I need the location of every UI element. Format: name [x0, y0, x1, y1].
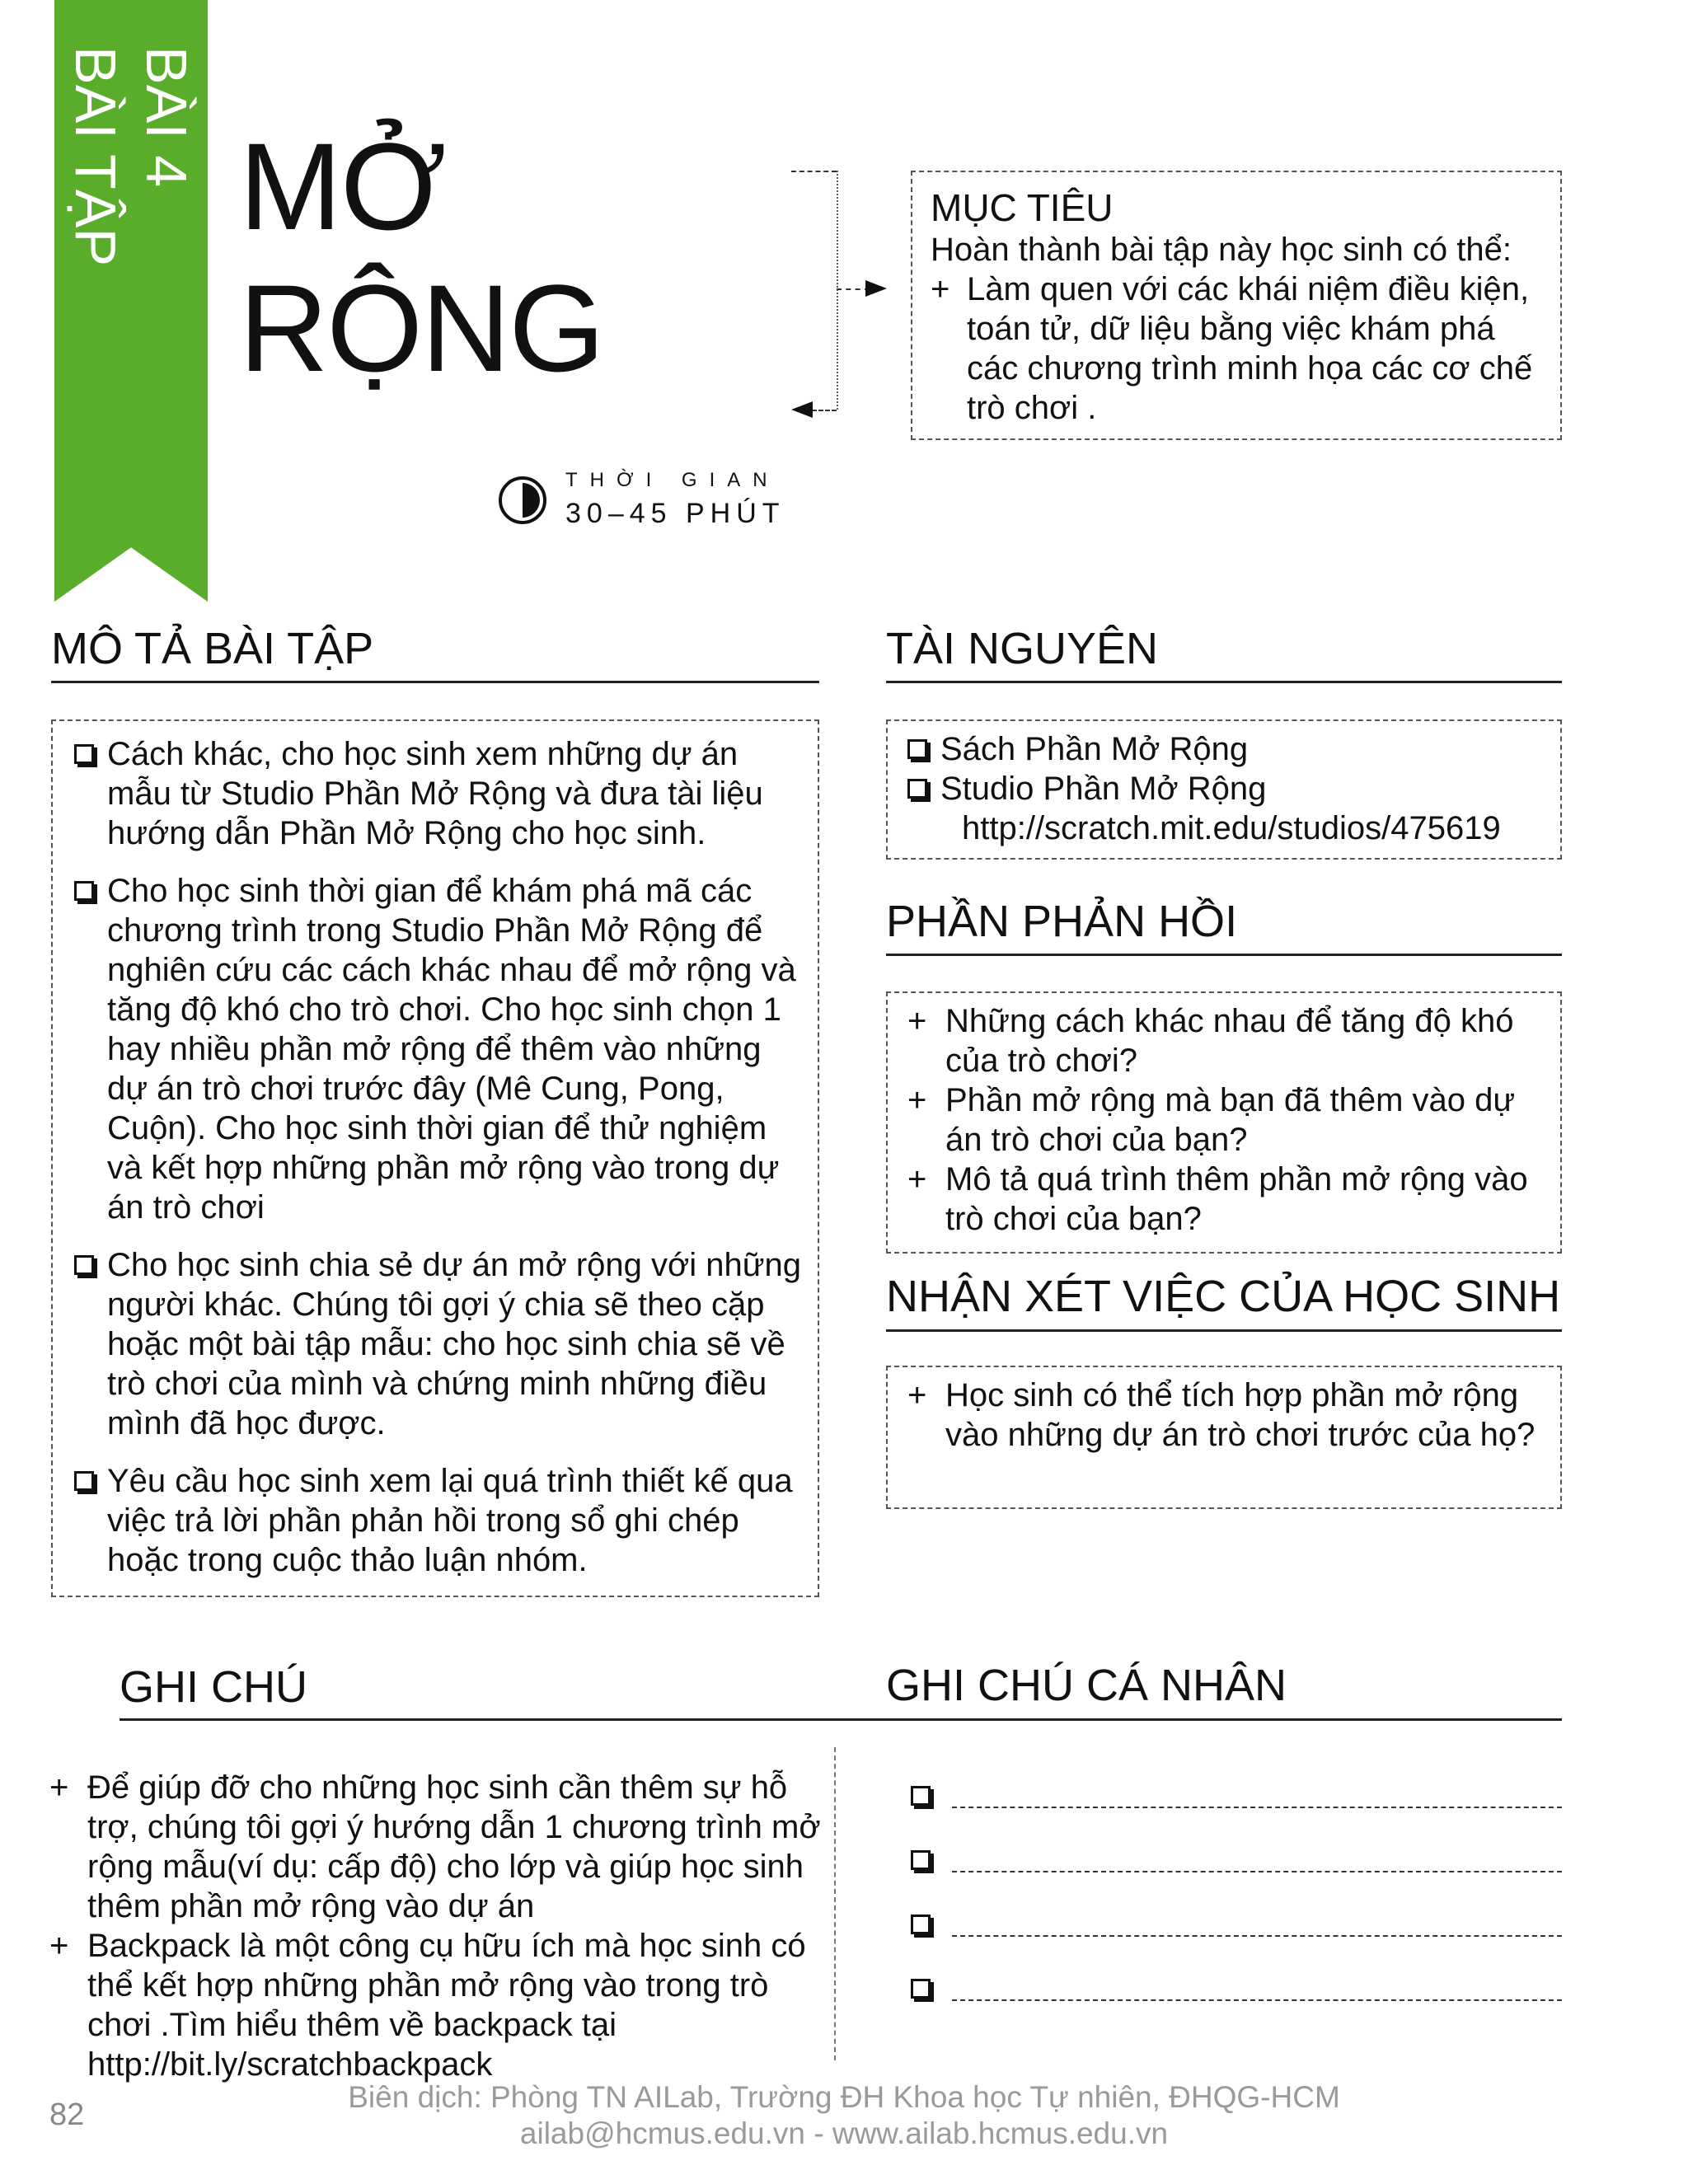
evaluation-item: + Học sinh có thể tích hợp phần mở rộng vào những dự án trò chơi trước của họ?: [907, 1377, 1536, 1453]
resources-heading: TÀI NGUYÊN: [886, 624, 1159, 673]
evaluation-heading: NHẬN XÉT VIỆC CỦA HỌC SINH: [886, 1272, 1561, 1321]
goal-intro: Hoàn thành bài tập này học sinh có thể:: [931, 232, 1512, 268]
personal-notes-heading: GHI CHÚ CÁ NHÂN: [886, 1661, 1287, 1710]
checkbox-icon: [74, 881, 94, 901]
footer: [0, 2079, 1688, 2152]
feedback-box: [886, 991, 1562, 1254]
description-item: Cho học sinh thời gian để khám phá mã các chương trình trong Studio Phần Mở Rộng để nghiên cứu các cách khác nhau để mở rộng và tăng độ khó cho trò chơi. Cho học sinh chọn 1 hay nhiều phần mở rộng để thêm vào những dự án trò chơi trước đây (Mê Cung, Pong, Cuộn). Cho học sinh thời gian để thử nghiệm và kết hợp những phần mở rộng vào trong dự án trò chơi: [74, 871, 801, 1227]
resources-rule: [886, 681, 1562, 683]
feedback-item: + Những cách khác nhau để tăng độ khó của trò chơi?: [907, 1003, 1514, 1079]
description-heading: MÔ TẢ BÀI TẬP: [51, 624, 374, 673]
feedback-item: + Phần mở rộng mà bạn đã thêm vào dự án trò chơi của bạn?: [907, 1082, 1516, 1158]
personal-note-line[interactable]: [911, 1892, 1562, 1957]
goal-heading: MỤC TIÊU: [931, 186, 1114, 229]
evaluation-box: [886, 1366, 1562, 1509]
page-number: 82: [49, 2097, 85, 2132]
goal-box: [911, 171, 1562, 440]
description-rule: [51, 681, 819, 683]
title-line-1: MỞ: [239, 117, 445, 255]
footer-contact: ailab@hcmus.edu.vn - www.ailab.hcmus.edu.vn: [519, 2116, 1169, 2150]
personal-notes-lines: [911, 1764, 1562, 2021]
arrow-left-icon: [790, 400, 813, 419]
personal-note-line[interactable]: [911, 1764, 1562, 1828]
footer-credit: Biên dịch: Phòng TN AILab, Trường ĐH Khoa học Tự nhiên, ĐHQG-HCM: [348, 2080, 1340, 2114]
checkbox-icon[interactable]: [911, 1915, 931, 1934]
checkbox-icon[interactable]: [911, 1979, 931, 1999]
checkbox-icon: [74, 744, 94, 764]
connector-right: [837, 288, 870, 290]
checkbox-icon: [907, 779, 927, 799]
time-label: THỜI GIAN: [565, 469, 780, 491]
connector-bottom: [812, 410, 837, 411]
description-item: Yêu cầu học sinh xem lại quá trình thiết kế qua việc trả lời phần phản hồi trong sổ ghi chép hoặc trong cuộc thảo luận nhóm.: [74, 1461, 801, 1580]
description-item: Cho học sinh chia sẻ dự án mở rộng với những người khác. Chúng tôi gợi ý chia sẽ theo cặp hoặc một bài tập mẫu: cho học sinh chia sẽ về trò chơi của mình và chứng minh những điều mình đã học được.: [74, 1245, 801, 1443]
goal-bullet-text: Làm quen với các khái niệm điều kiện, toán tử, dữ liệu bằng việc khám phá các chương trình minh họa các cơ chế trò chơi .: [967, 271, 1533, 426]
lesson-type: BÀI TẬP: [63, 46, 128, 267]
time-value: 30–45 PHÚT: [565, 498, 785, 529]
notes-rule: [120, 1718, 1562, 1721]
notes-divider: [834, 1747, 836, 2060]
resource-item: Sách Phần Mở Rộng: [907, 729, 1540, 769]
plus-marker: +: [931, 271, 950, 307]
personal-note-line[interactable]: [911, 1957, 1562, 2021]
checkbox-icon: [74, 1255, 94, 1275]
checkbox-icon: [74, 1471, 94, 1491]
personal-note-line[interactable]: [911, 1828, 1562, 1892]
notes-list: [49, 1768, 824, 2084]
title-line-2: RỘNG: [239, 259, 603, 397]
clock-icon: [497, 475, 548, 526]
evaluation-rule: [886, 1329, 1562, 1332]
lesson-ribbon-label: [54, 46, 208, 569]
checkbox-icon: [907, 739, 927, 759]
resource-item: Studio Phần Mở Rộng: [907, 769, 1540, 808]
connector-top: [791, 171, 837, 172]
arrow-right-icon: [865, 279, 889, 298]
feedback-item: + Mô tả quá trình thêm phần mở rộng vào trò chơi của bạn?: [907, 1161, 1528, 1237]
connector-vertical: [837, 171, 838, 410]
note-item: + Để giúp đỡ cho những học sinh cần thêm sự hỗ trợ, chúng tôi gợi ý hướng dẫn 1 chương trình mở rộng mẫu(ví dụ: cấp độ) cho lớp và giúp học sinh thêm phần mở rộng vào dự án: [49, 1769, 821, 1924]
feedback-rule: [886, 954, 1562, 956]
description-item: Cách khác, cho học sinh xem những dự án mẫu từ Studio Phần Mở Rộng và đưa tài liệu hướng dẫn Phần Mở Rộng cho học sinh.: [74, 734, 801, 853]
lesson-number: BÀI 4: [134, 46, 199, 188]
checkbox-icon[interactable]: [911, 1850, 931, 1870]
checkbox-icon[interactable]: [911, 1786, 931, 1806]
description-box: [51, 719, 819, 1597]
note-item: + Backpack là một công cụ hữu ích mà học sinh có thể kết hợp những phần mở rộng vào trong trò chơi .Tìm hiểu thêm về backpack tại http://bit.ly/scratchbackpack: [49, 1928, 806, 2083]
goal-bullet: [931, 269, 1542, 428]
notes-heading: GHI CHÚ: [120, 1662, 307, 1712]
resources-box: [886, 719, 1562, 860]
feedback-heading: PHẦN PHẢN HỒI: [886, 897, 1238, 946]
page-title: [239, 115, 603, 399]
resource-link[interactable]: http://scratch.mit.edu/studios/475619: [962, 810, 1501, 846]
